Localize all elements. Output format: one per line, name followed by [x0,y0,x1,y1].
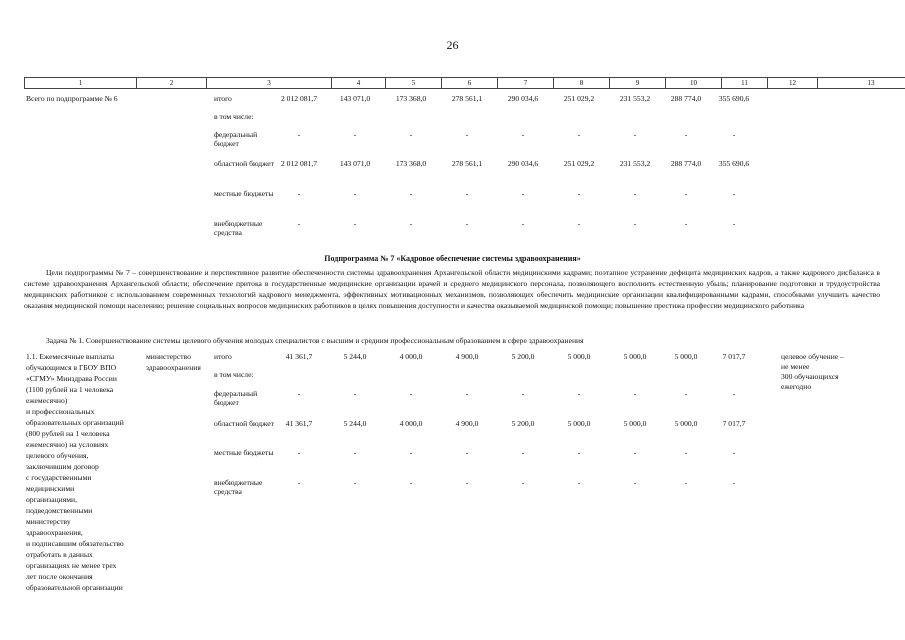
column-header-6: 6 [442,78,498,89]
subprogram-6-value: - [409,189,413,198]
subprogram-6-value: - [684,219,688,228]
item-1-1-value: - [577,448,581,457]
subprogram-6-value: 355 690,6 [718,159,750,168]
subprogram-6-value: 278 561,1 [451,94,483,103]
item-1-1-expected-result: целевое обучение – [781,352,844,361]
item-1-1-value: - [521,478,525,487]
column-header-7: 7 [498,78,554,89]
subprogram-6-value: 355 690,6 [718,94,750,103]
subprogram-6-value: 231 553,2 [619,94,651,103]
subprogram-6-value: 173 368,0 [395,94,427,103]
subprogram-6-row-label: областной бюджет [214,159,274,168]
item-1-1-value: 5 000,0 [623,352,647,361]
subprogram-6-row-label: внебюджетные средства [214,219,263,237]
subprogram-6-total-label: Всего по подпрограмме № 6 [26,94,118,103]
subprogram-6-value: - [353,189,357,198]
item-1-1-expected-result: ежегодно [781,382,812,391]
item-1-1-value: - [353,478,357,487]
subprogram-6-value: - [577,130,581,139]
subprogram-6-value: 288 774,0 [670,94,702,103]
item-1-1-description-line: «СГМУ» Минздрава России [26,374,117,383]
item-1-1-expected-result: не менее [781,362,810,371]
subprogram-6-value: - [297,219,301,228]
subprogram-6-value: - [577,189,581,198]
item-1-1-value: - [409,389,413,398]
item-1-1-description-line: здравоохранения, [26,528,83,537]
column-header-4: 4 [332,78,386,89]
item-1-1-value: 5 200,0 [511,419,535,428]
subprogram-6-value: 290 034,6 [507,159,539,168]
item-1-1-row-label: областной бюджет [214,419,274,428]
subprogram-6-value: - [521,219,525,228]
item-1-1-value: - [732,478,736,487]
item-1-1-value: 7 017,7 [722,352,746,361]
column-header-13: 13 [818,78,905,89]
item-1-1-description-line: заключившим договор [26,462,99,471]
item-1-1-value: - [633,478,637,487]
item-1-1-value: - [732,389,736,398]
item-1-1-value: - [465,389,469,398]
item-1-1-value: - [465,448,469,457]
item-1-1-value: 41 361,7 [285,419,313,428]
item-1-1-value: - [297,478,301,487]
subprogram-6-value: 231 553,2 [619,159,651,168]
column-number-header [24,77,905,89]
subprogram-6-value: - [465,189,469,198]
subprogram-6-row-label: местные бюджеты [214,189,274,198]
subprogram-6-value: 2 012 081,7 [280,159,318,168]
subprogram-6-value: 251 029,2 [563,94,595,103]
item-1-1-value: - [633,389,637,398]
item-1-1-value: - [521,389,525,398]
subprogram-6-value: - [732,130,736,139]
column-header-3: 3 [207,78,332,89]
item-1-1-description-line: целевого обучения, [26,451,89,460]
item-1-1-row-label: федеральный бюджет [214,389,258,407]
subprogram-6-row-label: в том числе: [214,112,254,121]
item-1-1-description-line: подведомственными [26,506,93,515]
column-header-2: 2 [137,78,207,89]
column-header-12: 12 [768,78,818,89]
subprogram-6-value: - [633,189,637,198]
item-1-1-value: - [465,478,469,487]
item-1-1-value: - [409,478,413,487]
column-header-9: 9 [610,78,666,89]
item-1-1-row-label: местные бюджеты [214,448,274,457]
item-1-1-value: 4 900,0 [455,352,479,361]
column-header-11: 11 [722,78,768,89]
subprogram-6-value: - [465,130,469,139]
item-1-1-description-line: министерству [26,517,71,526]
item-1-1-value: 4 000,0 [399,419,423,428]
item-1-1-description-line: и подписавшим обязательство [26,539,124,548]
subprogram-6-value: 278 561,1 [451,159,483,168]
subprogram-6-value: - [732,189,736,198]
subprogram-6-value: - [297,189,301,198]
item-1-1-description-line: ежемесячно) на условиях [26,440,109,449]
subprogram-6-row-label: итого [214,94,232,103]
item-1-1-executor: министерство [146,352,191,361]
subprogram-6-value: - [353,219,357,228]
subprogram-6-value: - [409,130,413,139]
item-1-1-row-label: итого [214,352,232,361]
item-1-1-description-line: образовательных организаций [26,418,124,427]
item-1-1-value: - [409,448,413,457]
item-1-1-value: 5 000,0 [567,352,591,361]
item-1-1-executor: здравоохранения [146,363,201,372]
item-1-1-value: 5 200,0 [511,352,535,361]
column-header-8: 8 [554,78,610,89]
item-1-1-description-line: обучающимся в ГБОУ ВПО [26,363,117,372]
item-1-1-description-line: с государственными [26,473,92,482]
item-1-1-description-line: медицинскими [26,484,75,493]
item-1-1-description-line: лет после окончания [26,572,93,581]
subprogram-6-value: 290 034,6 [507,94,539,103]
item-1-1-description-line: отработать в данных [26,550,93,559]
item-1-1-value: 41 361,7 [285,352,313,361]
item-1-1-value: 5 000,0 [623,419,647,428]
item-1-1-value: - [521,448,525,457]
item-1-1-value: 4 000,0 [399,352,423,361]
item-1-1-value: 5 244,0 [343,352,367,361]
item-1-1-value: - [577,478,581,487]
subprogram-7-goals: Цели подпрограммы № 7 – совершенствование и перспективное развитие обеспеченности системы здравоохранения Архангельской области медицинскими кадрами; поэтапное устранение дефицита медицинских кадров, а также кадрового дисбаланса в системе здравоохранения Архангельской области; обеспечение притока в государственные медицинские организации врачей и среднего медицинского персонала, позволяющего восполнить естественную убыль; планирование подготовки и трудоустройства медицинских работников с использованием современных технологий кадрового менеджмента, эффективных мотивационных механизмов, позволяющих обеспечить медицинские организации квалифицированными кадрами, способными улучшить качество оказания медицинской помощи населению; решение социальных вопросов медицинских работников в целях повышения доступности и качества оказываемой медицинской помощи; повышение престижа профессии медицинского работника [24,268,880,310]
item-1-1-value: 5 000,0 [567,419,591,428]
item-1-1-description-line: ежемесячно) [26,396,68,405]
item-1-1-value: - [297,448,301,457]
item-1-1-value: - [353,448,357,457]
item-1-1-value: - [633,448,637,457]
subprogram-6-value: - [577,219,581,228]
item-1-1-value: - [577,389,581,398]
subprogram-6-value: - [732,219,736,228]
item-1-1-value: - [353,389,357,398]
item-1-1-row-label: внебюджетные средства [214,478,263,496]
item-1-1-value: 5 000,0 [674,419,698,428]
page-number: 26 [446,38,459,52]
item-1-1-value: - [684,448,688,457]
column-header-5: 5 [386,78,442,89]
subprogram-6-row-label: федеральный бюджет [214,130,258,148]
subprogram-6-value: - [521,189,525,198]
subprogram-6-value: 173 368,0 [395,159,427,168]
item-1-1-value: 7 017,7 [722,419,746,428]
item-1-1-expected-result: 300 обучающихся [781,372,839,381]
column-header-10: 10 [666,78,722,89]
subprogram-6-value: 143 071,0 [339,94,371,103]
subprogram-7-title: Подпрограмма № 7 «Кадровое обеспечение системы здравоохранения» [324,254,581,263]
subprogram-6-value: - [521,130,525,139]
subprogram-6-value: - [684,189,688,198]
subprogram-6-value: 288 774,0 [670,159,702,168]
item-1-1-description-line: и профессиональных [26,407,95,416]
item-1-1-description-line: (800 рублей на 1 человека [26,429,110,438]
item-1-1-value: 4 900,0 [455,419,479,428]
item-1-1-row-label: в том числе: [214,370,254,379]
subprogram-6-value: 251 029,2 [563,159,595,168]
item-1-1-description-line: организациями, [26,495,77,504]
item-1-1-description-line: 1.1. Ежемесячные выплаты [26,352,115,361]
task-1-title: Задача № 1. Совершенствование системы целевого обучения молодых специалистов с высшим и средним профессиональным образованием в сфере здравоохранения [46,336,584,345]
item-1-1-value: - [684,389,688,398]
subprogram-6-value: - [633,219,637,228]
item-1-1-value: - [297,389,301,398]
subprogram-6-value: - [684,130,688,139]
subprogram-6-value: - [465,219,469,228]
column-header-1: 1 [25,78,137,89]
subprogram-6-value: - [353,130,357,139]
subprogram-6-value: - [409,219,413,228]
subprogram-6-value: 143 071,0 [339,159,371,168]
subprogram-6-value: - [297,130,301,139]
item-1-1-description-line: организациях не менее трех [26,561,117,570]
item-1-1-value: 5 000,0 [674,352,698,361]
subprogram-6-value: 2 012 081,7 [280,94,318,103]
item-1-1-value: - [732,448,736,457]
item-1-1-value: - [684,478,688,487]
item-1-1-description-line: (1100 рублей на 1 человека [26,385,114,394]
item-1-1-description-line: образовательной организации [26,583,123,592]
item-1-1-value: 5 244,0 [343,419,367,428]
subprogram-6-value: - [633,130,637,139]
